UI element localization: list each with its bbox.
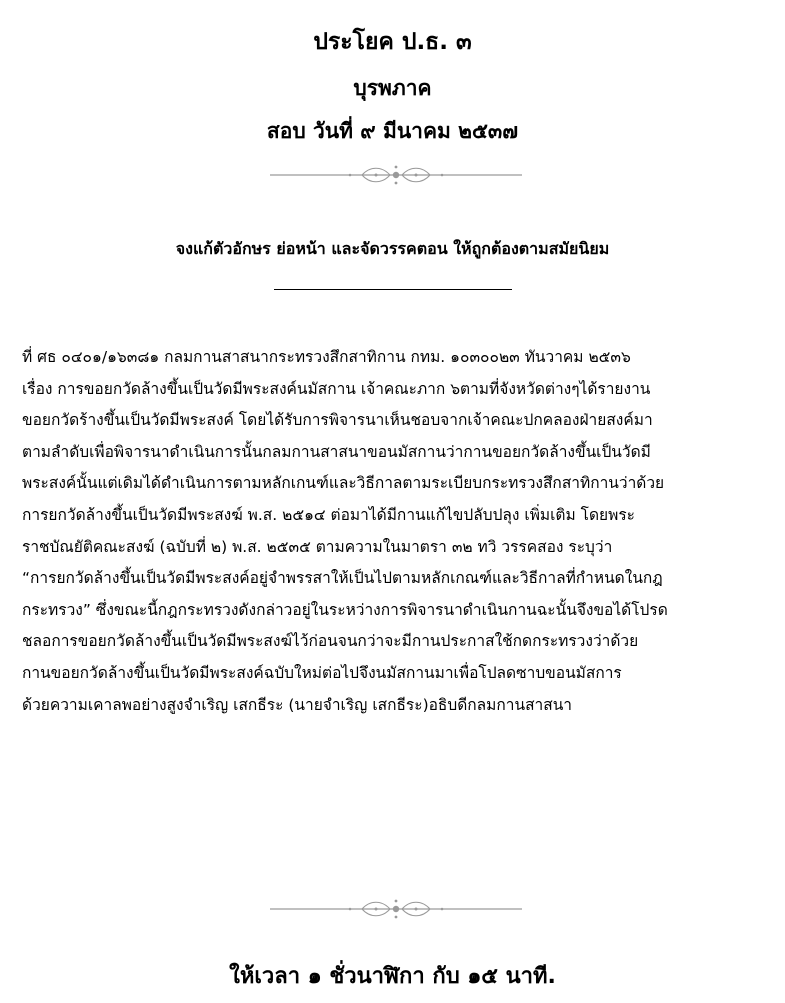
time-allowed: ให้เวลา ๑ ชั่วนาฬิกา กับ ๑๕ นาที. <box>229 964 556 989</box>
passage-line: ด้วยความเคาลพอย่างสูงจำเริญ เสกธีระ (นายจำเริญ เสกธีระ)อธิบดีกลมกานสาสนา <box>22 695 573 714</box>
exam-passage <box>22 342 767 721</box>
passage-line: พระสงค์นั้นแต่เดิมได้ดำเนินการตามหลักเกนฑ์และวิธีกาลตามระเบียบกระทรวงสึกสาทิกานว่าด้วย <box>22 474 665 493</box>
passage-line: ขอยกวัดร้างขึ้นเป็นวัดมีพระสงค์ โดยได้รับการพิจารนาเห็นชอบจากเจ้าคณะปกคลองฝ่ายสงค์มา <box>22 411 653 430</box>
heading-underline <box>274 289 512 290</box>
passage-line: การยกวัดล้างขึ้นเป็นวัดมีพระสงฆ์ พ.ส. ๒๕๑๔ ต่อมาได้มีกานแก้ไขปลับปลุง เพิ่มเติม โดยพระ <box>22 505 635 524</box>
passage-line: ชลอการขอยกวัดล้างขึ้นเป็นวัดมีพระสงฆ์ไว้ก่อนจนกว่าจะมีกานประกาสใช้กดกระทรวงว่าด้วย <box>22 632 639 651</box>
passage-line: กานขอยกวัดล้างขึ้นเป็นวัดมีพระสงค์ฉบับใหม่ต่อไปจึงนมัสกานมาเพื่อโปลดซาบขอนมัสการ <box>22 663 622 682</box>
divider-ornament-bottom <box>270 897 522 921</box>
divider-ornament-top <box>270 163 522 187</box>
passage-line: ตามลำดับเพื่อพิจารนาดำเนินการนั้นกลมกานสาสนาขอนมัสกานว่ากานขอยกวัดล้างขึ้นเป็นวัดมี <box>22 442 651 461</box>
passage-line: ที่ ศธ ๐๔๐๑/๑๖๓๘๑ กลมกานสาสนากระทรวงสึกสาทิกาน กทม. ๑๐๓๐๐๒๓ ทันวาคม ๒๕๓๖ <box>22 348 631 366</box>
exam-date: สอบ วันที่ ๙ มีนาคม ๒๕๓๗ <box>266 119 519 143</box>
passage-line: ราชบัณยัติคณะสงฆ์ (ฉบับที่ ๒) พ.ส. ๒๕๓๕ ตามความในมาตรา ๓๒ ทวิ วรรคสอง ระบุว่า <box>22 537 613 556</box>
passage-line: เรื่อง การขอยกวัดล้างขึ้นเป็นวัดมีพระสงค์นมัสกาน เจ้าคณะภาก ๖ตามที่จังหวัดต่างๆได้รายงาน <box>22 379 651 398</box>
exam-section: บุรพภาค <box>353 76 432 100</box>
passage-line: กระทรวง” ซึ่งขณะนี้กฎกระทรวงดังกล่าวอยู่ในระหว่างการพิจารนาดำเนินกานฉะนั้นจึงขอได้โปรด <box>22 600 668 619</box>
exam-title: ประโยค ป.ธ. ๓ <box>313 29 472 55</box>
instruction-heading: จงแก้ตัวอักษร ย่อหน้า และจัดวรรคตอน ให้ถูกต้องตามสมัยนิยม <box>175 239 610 258</box>
passage-line: “การยกวัดล้างขึ้นเป็นวัดมีพระสงค์อยู่จำพรรสาให้เป็นไปตามหลักเกณฑ์และวิธีกาลที่กำหนดในกฎ <box>22 569 663 588</box>
